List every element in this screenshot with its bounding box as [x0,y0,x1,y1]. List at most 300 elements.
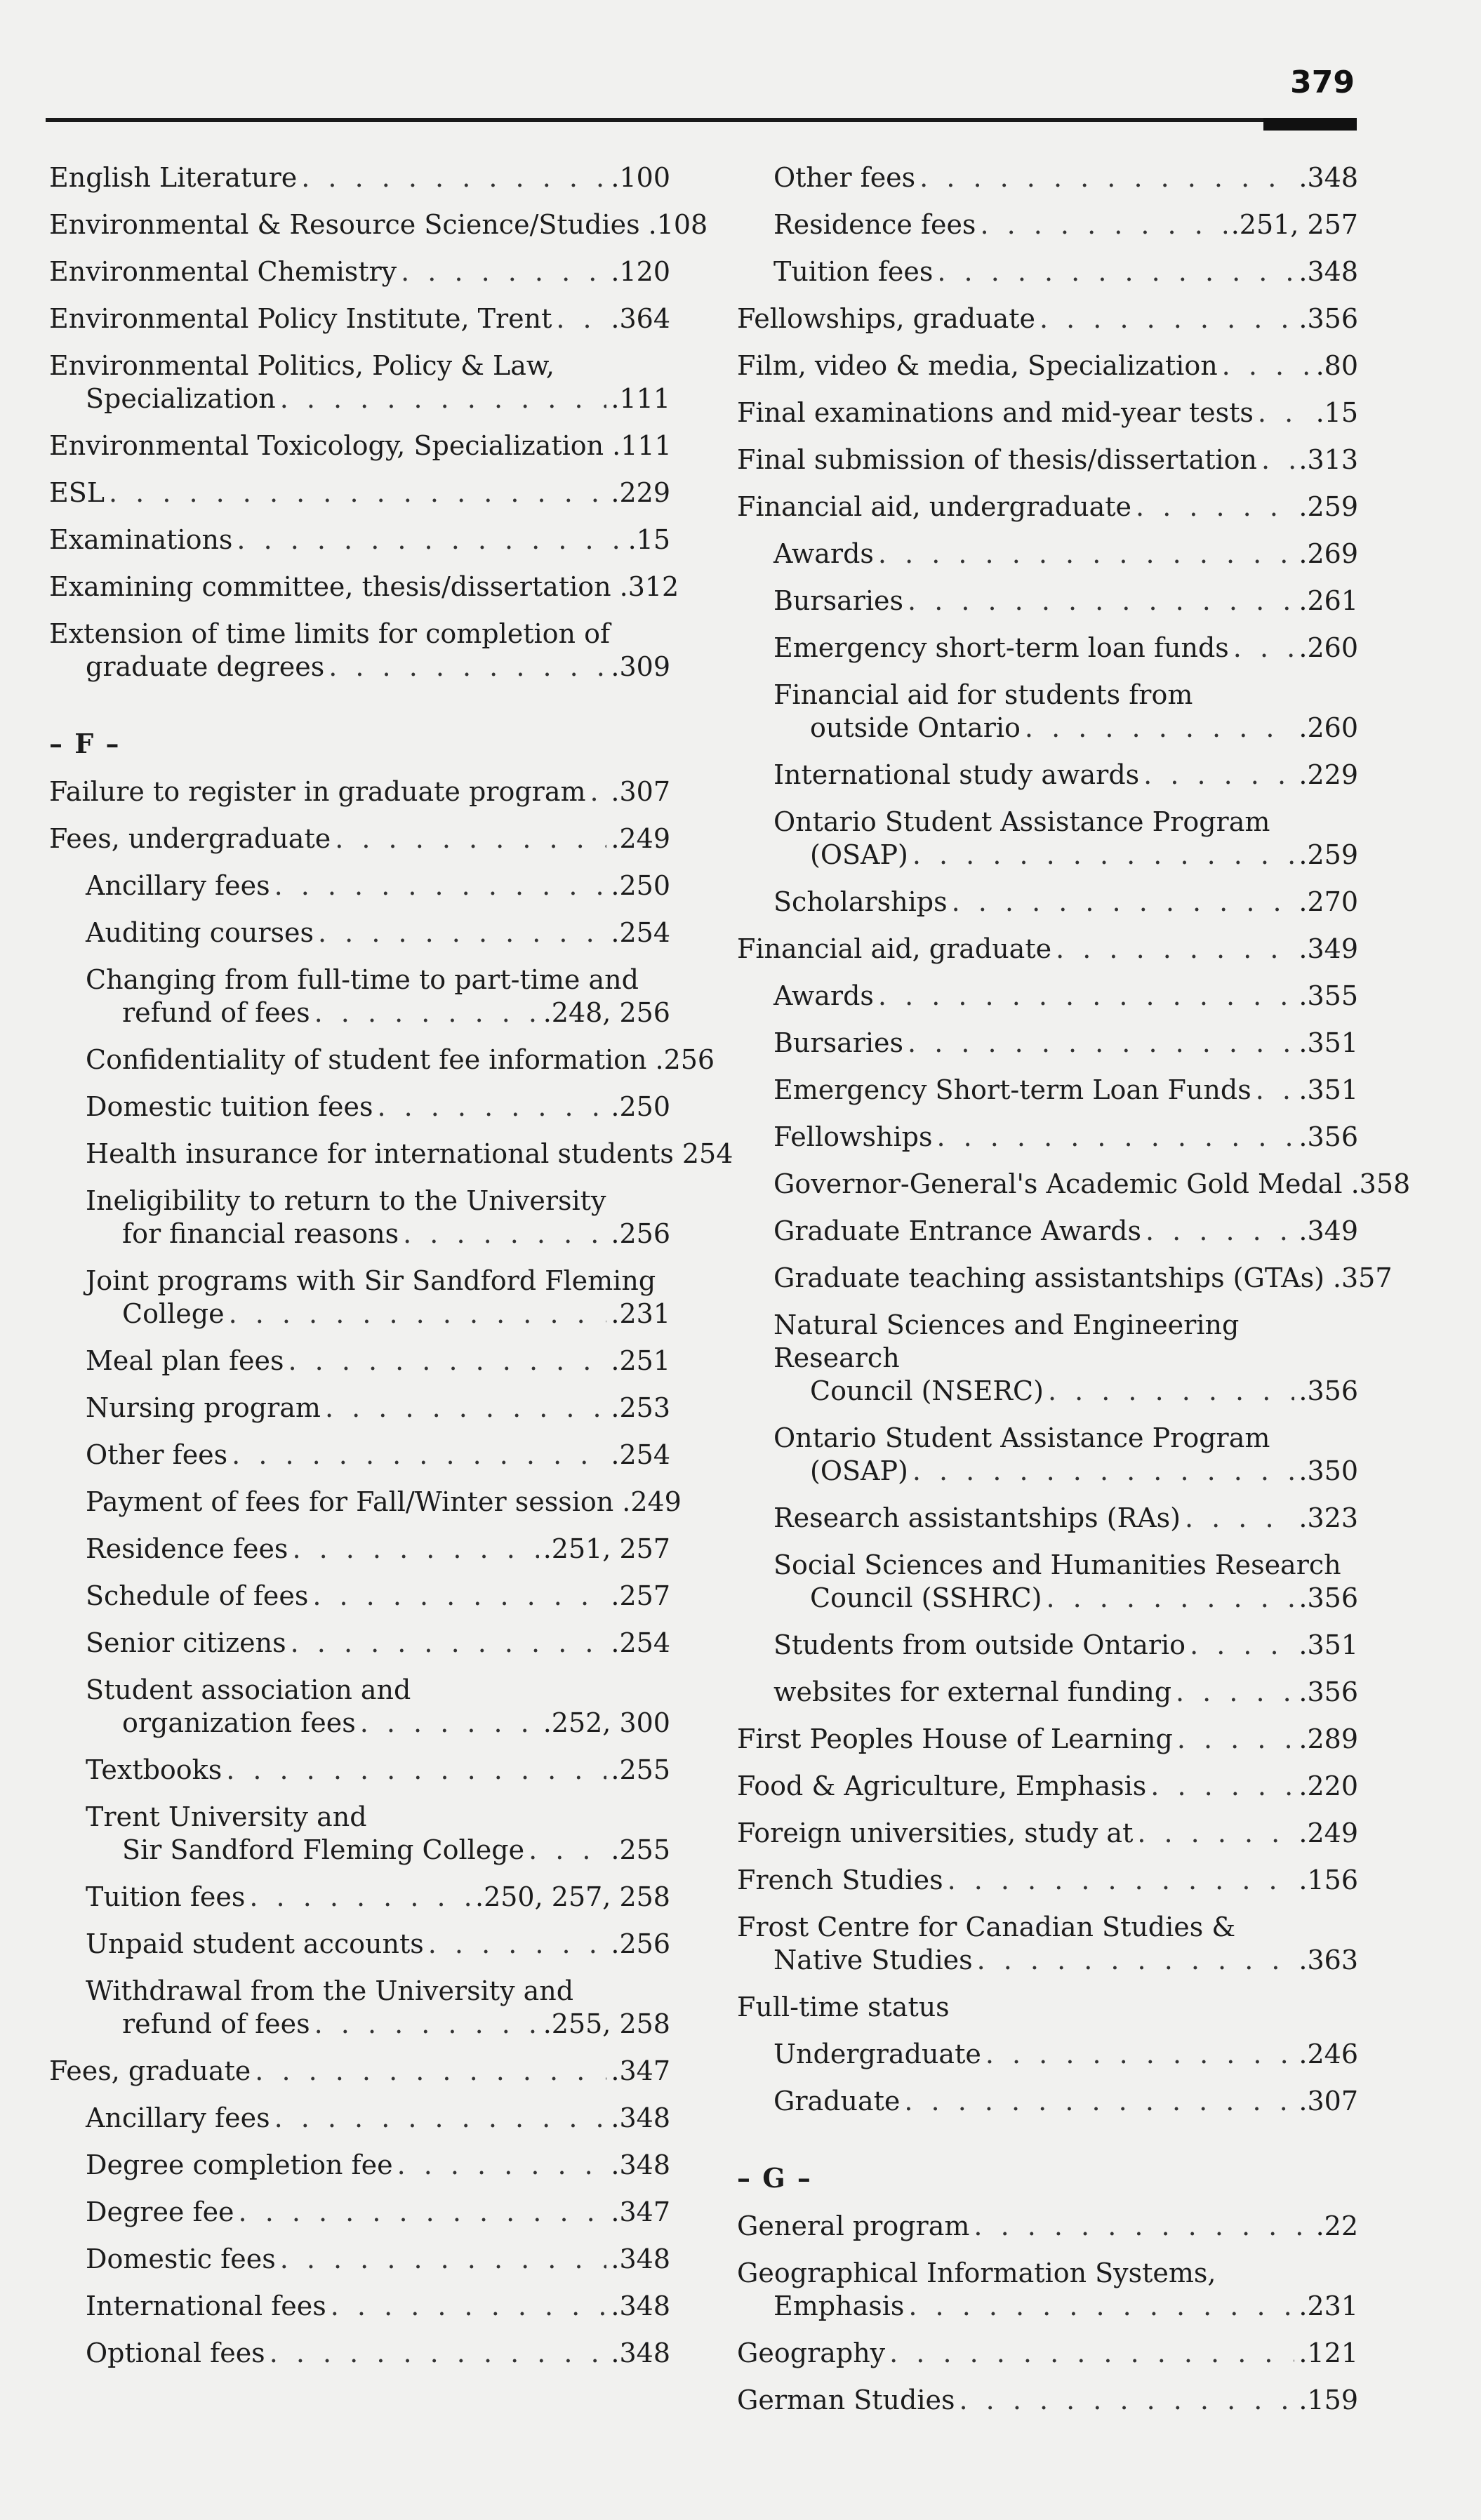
entry-text: outside Ontario [810,712,1021,743]
dot-leader [936,1121,1294,1154]
dot-leader [301,161,606,194]
entry-text: Failure to register in graduate program [49,776,586,807]
index-subentry [49,916,670,949]
page-reference: .348 [1299,162,1358,193]
page-reference: .256 [611,1928,670,1959]
dot-leader [403,1218,606,1251]
entry-text: Meal plan fees [86,1345,284,1376]
index-entry [737,933,1358,966]
page-reference: .121 [1299,2338,1358,2368]
index-subentry [49,1392,670,1425]
dot-leader [1177,1723,1295,1756]
page-reference: .120 [611,256,670,287]
dot-leader [908,1027,1294,1060]
index-subentry [49,1138,733,1171]
page-reference: .364 [611,303,670,334]
index-subentry [49,2102,670,2135]
entry-text: Native Studies [773,1945,973,1975]
index-subentry [49,1439,670,1472]
dot-leader [556,302,606,335]
dot-leader [1222,349,1312,382]
page-reference: .15 [1315,397,1358,428]
page-reference: .289 [1299,1724,1358,1754]
index-entry [737,2337,1358,2370]
page-reference: .307 [611,776,670,807]
index-subentry [737,1629,1358,1662]
dot-leader [428,1928,607,1961]
index-subentry [49,2196,670,2229]
dot-leader [912,839,1295,872]
entry-text: Council (NSERC) [810,1375,1044,1406]
dot-leader [335,822,606,855]
index-subentry [737,1074,1358,1107]
page-reference: .356 [1299,303,1358,334]
page-reference: .356 [1299,1582,1358,1613]
index-subentry [737,585,1358,618]
section-heading: – F – [49,728,121,759]
entry-text: First Peoples House of Learning [737,1724,1173,1754]
entry-text: Council (SSHRC) [810,1582,1042,1613]
dot-leader [1025,712,1294,745]
page-reference: .259 [1299,491,1358,522]
entry-text: (OSAP) [810,1455,908,1486]
dot-leader [980,208,1226,241]
page-reference: .255 [611,1834,670,1865]
dot-leader [314,996,539,1029]
dot-leader [314,2008,539,2041]
page-reference: .80 [1315,350,1358,381]
entry-text: Undergraduate [773,2039,981,2069]
index-subentry [49,1345,670,1378]
dot-leader [1040,302,1294,335]
entry-text: Bursaries [773,585,904,616]
index-subentry [49,2149,670,2182]
dot-leader [280,2243,607,2276]
entry-text: Financial aid, graduate [737,933,1052,964]
index-entry [737,444,1358,476]
index-subentry [49,1801,670,1867]
index-subentry [737,1168,1411,1201]
dot-leader [312,1580,606,1613]
entry-text: Changing from full-time to part-time and [86,964,639,995]
dot-leader [1261,444,1294,476]
entry-text: Foreign universities, study at [737,1818,1134,1848]
index-entry [49,208,708,241]
entry-text: Graduate [773,2086,901,2116]
dot-leader [908,2290,1294,2323]
dot-leader [977,1944,1295,1977]
entry-text: College [122,1298,225,1329]
dot-leader [878,538,1294,571]
page-reference: .350 [1299,1455,1358,1486]
dot-leader [280,382,607,415]
entry-text: Specialization [86,383,276,414]
entry-text: Unpaid student accounts [86,1928,424,1959]
dot-leader [237,524,623,556]
page-reference: .357 [1332,1262,1393,1293]
entry-text: Degree fee [86,2196,234,2227]
dot-leader [274,869,607,902]
dot-leader [226,1754,606,1787]
entry-text: Trent University and [86,1801,367,1832]
entry-text: Emergency Short-term Loan Funds [773,1074,1251,1105]
page-reference: .313 [1299,444,1358,475]
entry-text: Graduate Entrance Awards [773,1215,1142,1246]
page-reference: .250 [611,870,670,901]
index-entry [737,302,1358,335]
dot-leader [959,2384,1295,2417]
entry-text: graduate degrees [86,651,325,682]
entry-text: Ontario Student Assistance Program [773,1422,1270,1453]
entry-text: Auditing courses [86,917,314,948]
entry-text: Residence fees [773,209,976,240]
page-reference: .260 [1299,712,1358,743]
page-reference: .15 [627,524,670,555]
entry-text: English Literature [49,162,298,193]
index-subentry [737,1262,1393,1295]
index-subentry [737,980,1358,1013]
entry-text: Environmental Politics, Policy & Law, [49,350,555,381]
page-reference: .255 [611,1754,670,1785]
index-subentry [49,1928,670,1961]
index-subentry [737,538,1358,571]
entry-text: Degree completion fee [86,2149,393,2180]
page-reference: .348 [611,2102,670,2133]
page-reference: .249 [1299,1818,1358,1848]
page-reference: .231 [1299,2291,1358,2321]
dot-leader [401,255,606,288]
page-reference: .358 [1350,1168,1411,1199]
index-subentry [737,1422,1358,1488]
index-subentry [49,1533,670,1566]
index-entry [737,1991,1358,2024]
page-reference: .254 [611,1439,670,1470]
entry-text: Senior citizens [86,1627,286,1658]
entry-text: Geographical Information Systems, [737,2258,1216,2288]
dot-leader [948,1864,1295,1897]
page-reference: .348 [611,2149,670,2180]
page-reference: .323 [1299,1502,1358,1533]
entry-text: Fees, undergraduate [49,823,331,854]
entry-text: Domestic fees [86,2244,276,2274]
page-reference: .355 [1299,980,1358,1011]
page-number: 379 [1290,65,1355,100]
dot-leader [904,2085,1294,2118]
entry-text: Ancillary fees [86,870,270,901]
index-subentry [737,886,1358,919]
entry-text: Environmental Policy Institute, Trent [49,303,552,334]
entry-text: Emergency short-term loan funds [773,632,1229,663]
entry-text: Final submission of thesis/dissertation [737,444,1257,475]
dot-leader [1046,1582,1294,1615]
dot-leader [360,1707,539,1740]
dot-leader [249,1881,471,1914]
index-entry [49,161,670,194]
page-reference: .252, 300 [543,1707,670,1738]
entry-text: Research assistantships (RAs) [773,1502,1181,1533]
dot-leader [1136,491,1294,524]
dot-leader [1258,396,1312,429]
dot-leader [889,2337,1294,2370]
page-reference: .220 [1299,1771,1358,1801]
index-subentry [737,161,1358,194]
entry-text: Graduate teaching assistantships (GTAs) [773,1262,1324,1293]
entry-text: Governor-General's Academic Gold Medal [773,1168,1343,1199]
index-entry [49,571,679,604]
page-reference: .249 [611,823,670,854]
dot-leader [1190,1629,1294,1662]
page-reference: .348 [611,2338,670,2368]
page-reference: .351 [1299,1074,1358,1105]
entry-text: Payment of fees for Fall/Winter session [86,1486,614,1517]
entry-text: Confidentiality of student fee information [86,1044,647,1075]
entry-text: Extension of time limits for completion of [49,618,611,649]
entry-text: Fees, graduate [49,2055,251,2086]
entry-text: Social Sciences and Humanities Research [773,1549,1341,1580]
section-heading: – G – [737,2162,812,2194]
page-reference: .251, 257 [1230,209,1358,240]
page-reference: .251, 257 [543,1533,670,1564]
entry-text: International study awards [773,759,1140,790]
entry-text: Joint programs with Sir Sandford Fleming [86,1265,656,1296]
dot-leader [985,2038,1295,2071]
entry-text: French Studies [737,1865,943,1895]
entry-text: Nursing program [86,1392,321,1423]
dot-leader [318,916,606,949]
index-entry [49,429,670,462]
entry-text: Other fees [773,162,916,193]
index-subentry [737,1676,1358,1709]
dot-leader [270,2337,607,2370]
index-entry [737,2257,1358,2323]
entry-text: Examinations [49,524,233,555]
entry-text: Fellowships, graduate [737,303,1035,334]
index-subentry [49,869,670,902]
entry-text: Awards [773,538,874,569]
index-subentry [737,759,1358,792]
page-reference: .246 [1299,2039,1358,2069]
page-reference: .348 [1299,256,1358,287]
index-entry [49,2055,670,2088]
page-reference: .250, 257, 258 [475,1881,670,1912]
index-entry [49,349,670,415]
entry-text: Textbooks [86,1754,223,1785]
dot-leader [919,161,1294,194]
dot-leader [274,2102,607,2135]
page-reference: .260 [1299,632,1358,663]
entry-text: Other fees [86,1439,228,1470]
entry-text: Domestic tuition fees [86,1091,373,1122]
page-reference: .363 [1299,1945,1358,1975]
page-reference: .249 [622,1486,682,1517]
entry-text: Health insurance for international students [86,1138,674,1169]
page-reference: .100 [611,162,670,193]
dot-leader [1256,1074,1295,1107]
dot-leader [239,2196,607,2229]
index-subentry [49,1091,670,1124]
index-subentry [737,1549,1358,1615]
page-reference: .111 [612,430,672,461]
entry-text: Frost Centre for Canadian Studies & [737,1912,1236,1942]
index-subentry [49,2290,670,2323]
index-subentry [49,1265,670,1331]
index-entry [737,1817,1358,1850]
index-entry [737,1864,1358,1897]
entry-text: for financial reasons [122,1218,399,1249]
index-entry [737,396,1358,429]
index-subentry [49,1580,670,1613]
dot-leader [878,980,1294,1013]
entry-text: Final examinations and mid-year tests [737,397,1254,428]
index-subentry [737,208,1358,241]
index-subentry [737,2038,1358,2071]
index-entry [49,775,670,808]
dot-leader [1185,1502,1294,1535]
index-subentry [737,1309,1358,1408]
entry-text: Natural Sciences and Engineering Research [773,1309,1240,1373]
page-reference: .347 [611,2196,670,2227]
index-entry [737,1723,1358,1756]
index-subentry [49,1975,670,2041]
entry-text: Sir Sandford Fleming College [122,1834,525,1865]
entry-text: Tuition fees [773,256,934,287]
index-subentry [49,1044,715,1076]
entry-text: websites for external funding [773,1676,1172,1707]
entry-text: refund of fees [122,997,310,1028]
page-reference: .156 [1299,1865,1358,1895]
entry-text: Tuition fees [86,1881,246,1912]
page-reference: .349 [1299,933,1358,964]
page-reference: .253 [611,1392,670,1423]
entry-text: Environmental & Resource Science/Studies [49,209,640,240]
dot-leader [1150,1770,1294,1803]
entry-text: Food & Agriculture, Emphasis [737,1771,1147,1801]
page-reference: .111 [611,383,670,414]
page-reference: .248, 256 [543,997,670,1028]
entry-text: Awards [773,980,874,1011]
entry-text: Fellowships [773,1121,933,1152]
page-reference: .231 [611,1298,670,1329]
dot-leader [937,255,1294,288]
index-subentry [737,1215,1358,1248]
entry-text: General program [737,2211,970,2241]
page-reference: .108 [648,209,708,240]
page-reference: .254 [611,917,670,948]
index-entry [49,255,670,288]
header-rule [46,118,1357,122]
page-reference: .229 [611,477,670,508]
index-column-left [49,161,733,2384]
index-subentry [737,2085,1358,2118]
page-reference: .255, 258 [543,2008,670,2039]
index-entry [737,491,1358,524]
dot-leader [325,1392,606,1425]
index-subentry [737,806,1358,872]
page-reference: .351 [1299,1629,1358,1660]
entry-text: Schedule of fees [86,1580,309,1611]
page-reference: .312 [619,571,679,602]
entry-text: ESL [49,477,105,508]
entry-text: Students from outside Ontario [773,1629,1186,1660]
dot-leader [331,2290,607,2323]
entry-text: Geography [737,2338,886,2368]
index-entry [737,1770,1358,1803]
index-entry [49,822,670,855]
entry-text: Optional fees [86,2338,265,2368]
dot-leader [255,2055,606,2088]
dot-leader [1233,632,1295,665]
index-subentry [49,1627,670,1660]
entry-text: International fees [86,2291,326,2321]
index-subentry [49,1674,670,1740]
entry-text: Financial aid, undergraduate [737,491,1132,522]
entry-text: Ontario Student Assistance Program [773,806,1270,837]
dot-leader [529,1834,606,1867]
entry-text: Environmental Chemistry [49,256,397,287]
dot-leader [292,1533,538,1566]
index-entry [49,302,670,335]
index-entry [49,524,670,556]
dot-leader [377,1091,606,1124]
entry-text: German Studies [737,2385,955,2415]
index-column-right [737,161,1411,2431]
index-subentry [737,1027,1358,1060]
entry-text: Withdrawal from the University and [86,1975,574,2006]
entry-text: refund of fees [122,2008,310,2039]
index-subentry [737,1121,1358,1154]
page-reference: .250 [611,1091,670,1122]
index-entry [737,349,1358,382]
dot-leader [1056,933,1294,966]
index-subentry [49,2337,670,2370]
dot-leader [590,775,607,808]
dot-leader [291,1627,607,1660]
dot-leader [1048,1375,1294,1408]
dot-leader [908,585,1294,618]
page-reference: .269 [1299,538,1358,569]
page-reference: .356 [1299,1121,1358,1152]
index-entry [49,618,670,684]
index-subentry [737,679,1358,745]
page-reference: .309 [611,651,670,682]
index-subentry [49,964,670,1029]
page-reference: 254 [682,1138,733,1169]
dot-leader [397,2149,607,2182]
page-reference: .356 [1299,1375,1358,1406]
entry-text: Ancillary fees [86,2102,270,2133]
dot-leader [109,476,606,509]
index-subentry [737,632,1358,665]
dot-leader [1143,759,1294,792]
page-reference: .254 [611,1627,670,1658]
page-reference: .347 [611,2055,670,2086]
index-subentry [49,1881,670,1914]
dot-leader [952,886,1295,919]
page-reference: .270 [1299,886,1358,917]
entry-text: Bursaries [773,1027,904,1058]
entry-text: Full-time status [737,1992,950,2022]
index-subentry [49,1754,670,1787]
index-entry [737,2384,1358,2417]
page-reference: .351 [1299,1027,1358,1058]
dot-leader [974,2210,1311,2243]
dot-leader [328,651,606,684]
entry-text: Financial aid for students from [773,679,1193,710]
header-rule-tab [1263,118,1357,131]
index-subentry [737,1502,1358,1535]
entry-text: Student association and [86,1674,411,1705]
dot-leader [288,1345,607,1378]
